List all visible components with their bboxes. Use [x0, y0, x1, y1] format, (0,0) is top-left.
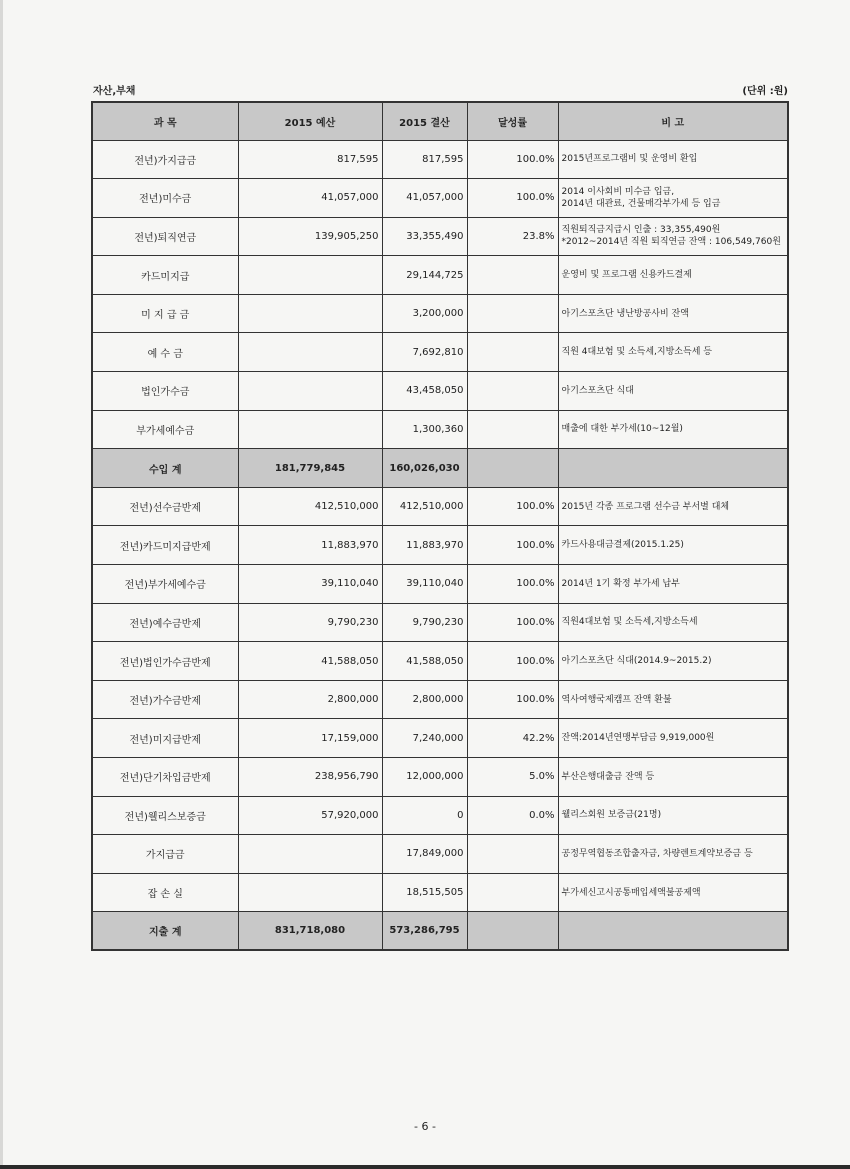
budget-cell: 11,883,970 — [238, 526, 382, 565]
account-name-cell: 잡 손 실 — [92, 873, 238, 912]
table-row — [92, 294, 788, 333]
page-number: - 6 - — [414, 1120, 436, 1133]
table-row — [92, 372, 788, 411]
rate-cell — [467, 912, 558, 951]
actual-cell: 39,110,040 — [382, 565, 467, 604]
budget-cell: 39,110,040 — [238, 565, 382, 604]
table-header-line — [93, 82, 788, 97]
note-cell: 공정무역협동조합출자금, 차량렌트계약보증금 등 — [558, 835, 788, 874]
note-cell: 카드사용대금결제(2015.1.25) — [558, 526, 788, 565]
rate-cell: 42.2% — [467, 719, 558, 758]
budget-cell: 9,790,230 — [238, 603, 382, 642]
budget-cell: 17,159,000 — [238, 719, 382, 758]
rate-cell: 23.8% — [467, 217, 558, 256]
rate-cell: 100.0% — [467, 680, 558, 719]
budget-cell — [238, 835, 382, 874]
note-cell — [558, 449, 788, 488]
actual-cell: 18,515,505 — [382, 873, 467, 912]
actual-cell: 2,800,000 — [382, 680, 467, 719]
rate-cell: 100.0% — [467, 565, 558, 604]
account-name-cell: 법인가수금 — [92, 372, 238, 411]
rate-cell: 100.0% — [467, 603, 558, 642]
account-name-cell: 예 수 금 — [92, 333, 238, 372]
account-name-cell: 전년)퇴직연금 — [92, 217, 238, 256]
column-header-account: 과 목 — [92, 102, 238, 140]
rate-cell — [467, 333, 558, 372]
account-name-cell: 부가세예수금 — [92, 410, 238, 449]
budget-cell — [238, 873, 382, 912]
rate-cell — [467, 873, 558, 912]
table-row — [92, 410, 788, 449]
rate-cell — [467, 410, 558, 449]
table-row — [92, 642, 788, 681]
column-header-note: 비 고 — [558, 102, 788, 140]
budget-cell: 41,057,000 — [238, 179, 382, 218]
actual-cell: 33,355,490 — [382, 217, 467, 256]
budget-cell: 2,800,000 — [238, 680, 382, 719]
account-name-cell: 전년)미지급반제 — [92, 719, 238, 758]
account-name-cell: 전년)단기차입금반제 — [92, 758, 238, 797]
page-bottom-edge — [0, 1165, 850, 1169]
table-row — [92, 603, 788, 642]
budget-cell: 817,595 — [238, 140, 382, 179]
table-row — [92, 526, 788, 565]
total-row — [92, 449, 788, 488]
budget-cell — [238, 294, 382, 333]
actual-cell: 12,000,000 — [382, 758, 467, 797]
rate-cell: 5.0% — [467, 758, 558, 797]
note-cell: 매출에 대한 부가세(10~12월) — [558, 410, 788, 449]
account-name-cell: 수입 계 — [92, 449, 238, 488]
account-name-cell: 카드미지급 — [92, 256, 238, 295]
account-name-cell: 전년)가지급금 — [92, 140, 238, 179]
actual-cell: 0 — [382, 796, 467, 835]
rate-cell — [467, 372, 558, 411]
actual-cell: 817,595 — [382, 140, 467, 179]
rate-cell: 0.0% — [467, 796, 558, 835]
note-cell — [558, 912, 788, 951]
account-name-cell: 전년)가수금반제 — [92, 680, 238, 719]
note-cell: 부산은행대출금 잔액 등 — [558, 758, 788, 797]
note-cell: 직원 4대보험 및 소득세,지방소득세 등 — [558, 333, 788, 372]
table-row — [92, 140, 788, 179]
actual-cell: 7,692,810 — [382, 333, 467, 372]
table-row — [92, 217, 788, 256]
rate-cell: 100.0% — [467, 526, 558, 565]
column-header-budget: 2015 예산 — [238, 102, 382, 140]
table-row — [92, 835, 788, 874]
note-cell: 웰리스회원 보증금(21명) — [558, 796, 788, 835]
actual-cell: 9,790,230 — [382, 603, 467, 642]
column-header-actual: 2015 결산 — [382, 102, 467, 140]
rate-cell — [467, 449, 558, 488]
note-cell: 아기스포츠단 식대 — [558, 372, 788, 411]
actual-cell: 412,510,000 — [382, 487, 467, 526]
total-row — [92, 912, 788, 951]
table-row — [92, 179, 788, 218]
account-name-cell: 미 지 급 금 — [92, 294, 238, 333]
budget-cell: 139,905,250 — [238, 217, 382, 256]
account-name-cell: 지출 계 — [92, 912, 238, 951]
note-cell: 2014년 1기 확정 부가세 납부 — [558, 565, 788, 604]
budget-cell — [238, 333, 382, 372]
actual-cell: 11,883,970 — [382, 526, 467, 565]
note-cell: 2015년프로그램비 및 운영비 환입 — [558, 140, 788, 179]
budget-cell — [238, 410, 382, 449]
budget-cell: 412,510,000 — [238, 487, 382, 526]
account-name-cell: 전년)부가세예수금 — [92, 565, 238, 604]
note-cell: 잔액:2014년연맹부담금 9,919,000원 — [558, 719, 788, 758]
note-cell: 운영비 및 프로그램 신용카드결제 — [558, 256, 788, 295]
table-row — [92, 680, 788, 719]
table-row — [92, 873, 788, 912]
actual-cell: 160,026,030 — [382, 449, 467, 488]
actual-cell: 573,286,795 — [382, 912, 467, 951]
budget-cell: 41,588,050 — [238, 642, 382, 681]
table-row — [92, 796, 788, 835]
rate-cell — [467, 294, 558, 333]
rate-cell: 100.0% — [467, 140, 558, 179]
actual-cell: 29,144,725 — [382, 256, 467, 295]
note-cell: 직원퇴직금지급시 인출 : 33,355,490원 *2012~2014년 직원 퇴직연금 잔액 : 106,549,760원 — [558, 217, 788, 256]
table-row — [92, 333, 788, 372]
actual-cell: 41,588,050 — [382, 642, 467, 681]
rate-cell — [467, 256, 558, 295]
note-cell: 아기스포츠단 식대(2014.9~2015.2) — [558, 642, 788, 681]
account-name-cell: 전년)예수금반제 — [92, 603, 238, 642]
rate-cell: 100.0% — [467, 487, 558, 526]
actual-cell: 41,057,000 — [382, 179, 467, 218]
column-header-rate: 달성률 — [467, 102, 558, 140]
account-name-cell: 전년)미수금 — [92, 179, 238, 218]
table-row — [92, 758, 788, 797]
rate-cell — [467, 835, 558, 874]
table-row — [92, 256, 788, 295]
rate-cell: 100.0% — [467, 179, 558, 218]
note-cell: 직원4대보험 및 소득세,지방소득세 — [558, 603, 788, 642]
budget-cell: 238,956,790 — [238, 758, 382, 797]
account-name-cell: 전년)웰리스보증금 — [92, 796, 238, 835]
table-row — [92, 487, 788, 526]
page-edge — [0, 0, 3, 1169]
actual-cell: 17,849,000 — [382, 835, 467, 874]
section-title: 자산,부채 — [93, 86, 136, 97]
actual-cell: 7,240,000 — [382, 719, 467, 758]
budget-cell: 181,779,845 — [238, 449, 382, 488]
budget-cell — [238, 372, 382, 411]
actual-cell: 1,300,360 — [382, 410, 467, 449]
note-cell: 역사여행국제캠프 잔액 환불 — [558, 680, 788, 719]
table-row — [92, 719, 788, 758]
column-header-row — [92, 102, 788, 140]
account-name-cell: 전년)카드미지급반제 — [92, 526, 238, 565]
actual-cell: 3,200,000 — [382, 294, 467, 333]
budget-cell: 57,920,000 — [238, 796, 382, 835]
table-body — [92, 140, 788, 950]
budget-cell — [238, 256, 382, 295]
budget-table — [91, 101, 789, 951]
account-name-cell: 가지급금 — [92, 835, 238, 874]
budget-cell: 831,718,080 — [238, 912, 382, 951]
note-cell: 2015년 각종 프로그램 선수금 부서별 대체 — [558, 487, 788, 526]
note-cell: 아기스포츠단 냉난방공사비 잔액 — [558, 294, 788, 333]
rate-cell: 100.0% — [467, 642, 558, 681]
account-name-cell: 전년)선수금반제 — [92, 487, 238, 526]
actual-cell: 43,458,050 — [382, 372, 467, 411]
note-cell: 부가세신고시공통매입세액불공제액 — [558, 873, 788, 912]
account-name-cell: 전년)법인가수금반제 — [92, 642, 238, 681]
table-row — [92, 565, 788, 604]
note-cell: 2014 이사회비 미수금 입금, 2014년 대관료, 건물매각부가세 등 입금 — [558, 179, 788, 218]
unit-label: (단위 :원) — [742, 86, 788, 97]
